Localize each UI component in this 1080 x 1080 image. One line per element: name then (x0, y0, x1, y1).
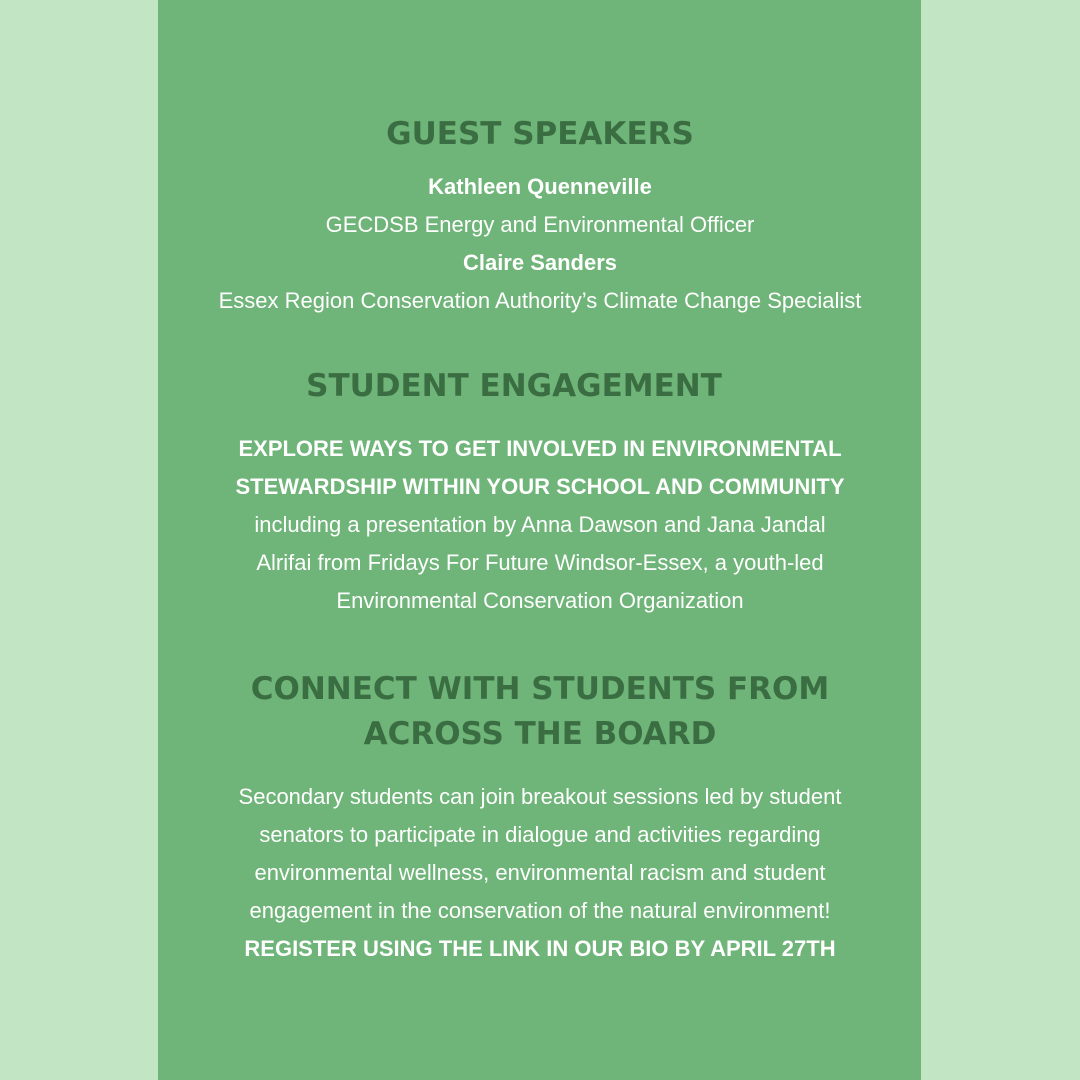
speaker-2-role: Essex Region Conservation Authority’s Climate Change Specialist (218, 288, 862, 313)
speaker-1-name: Kathleen Quenneville (428, 174, 652, 199)
register-cta: REGISTER USING THE LINK IN OUR BIO BY APRIL 27TH (244, 936, 836, 961)
connect-heading (0, 667, 1080, 757)
connect-body-line-4: engagement in the conservation of the natural environment! (249, 898, 831, 923)
engagement-body-line-2: Alrifai from Fridays For Future Windsor-Essex, a youth-led (256, 550, 824, 575)
engagement-body-line-3: Environmental Conservation Organization (336, 588, 744, 613)
connect-body-line-2: senators to participate in dialogue and activities regarding (259, 822, 821, 847)
student-engagement-heading-text: STUDENT ENGAGEMENT (306, 368, 722, 404)
connect-body (0, 778, 1080, 968)
guest-speakers-list (0, 168, 1080, 320)
speaker-2-name: Claire Sanders (462, 250, 618, 275)
connect-heading-line-2: ACROSS THE BOARD (363, 716, 717, 752)
student-engagement-body (0, 430, 1080, 620)
guest-speakers-heading-text: GUEST SPEAKERS (386, 116, 694, 152)
engagement-highlight-line-1: EXPLORE WAYS TO GET INVOLVED IN ENVIRONMENTAL (238, 436, 842, 461)
student-engagement-heading (0, 364, 1054, 409)
engagement-highlight-line-2: STEWARDSHIP WITHIN YOUR SCHOOL AND COMMUNITY (235, 474, 845, 499)
guest-speakers-heading (0, 112, 1080, 157)
engagement-body-line-1: including a presentation by Anna Dawson and Jana Jandal (254, 512, 826, 537)
speaker-1-role: GECDSB Energy and Environmental Officer (325, 212, 755, 237)
connect-heading-line-1: CONNECT WITH STUDENTS FROM (250, 671, 830, 707)
connect-body-line-3: environmental wellness, environmental racism and student (254, 860, 826, 885)
connect-body-line-1: Secondary students can join breakout sessions led by student (238, 784, 842, 809)
